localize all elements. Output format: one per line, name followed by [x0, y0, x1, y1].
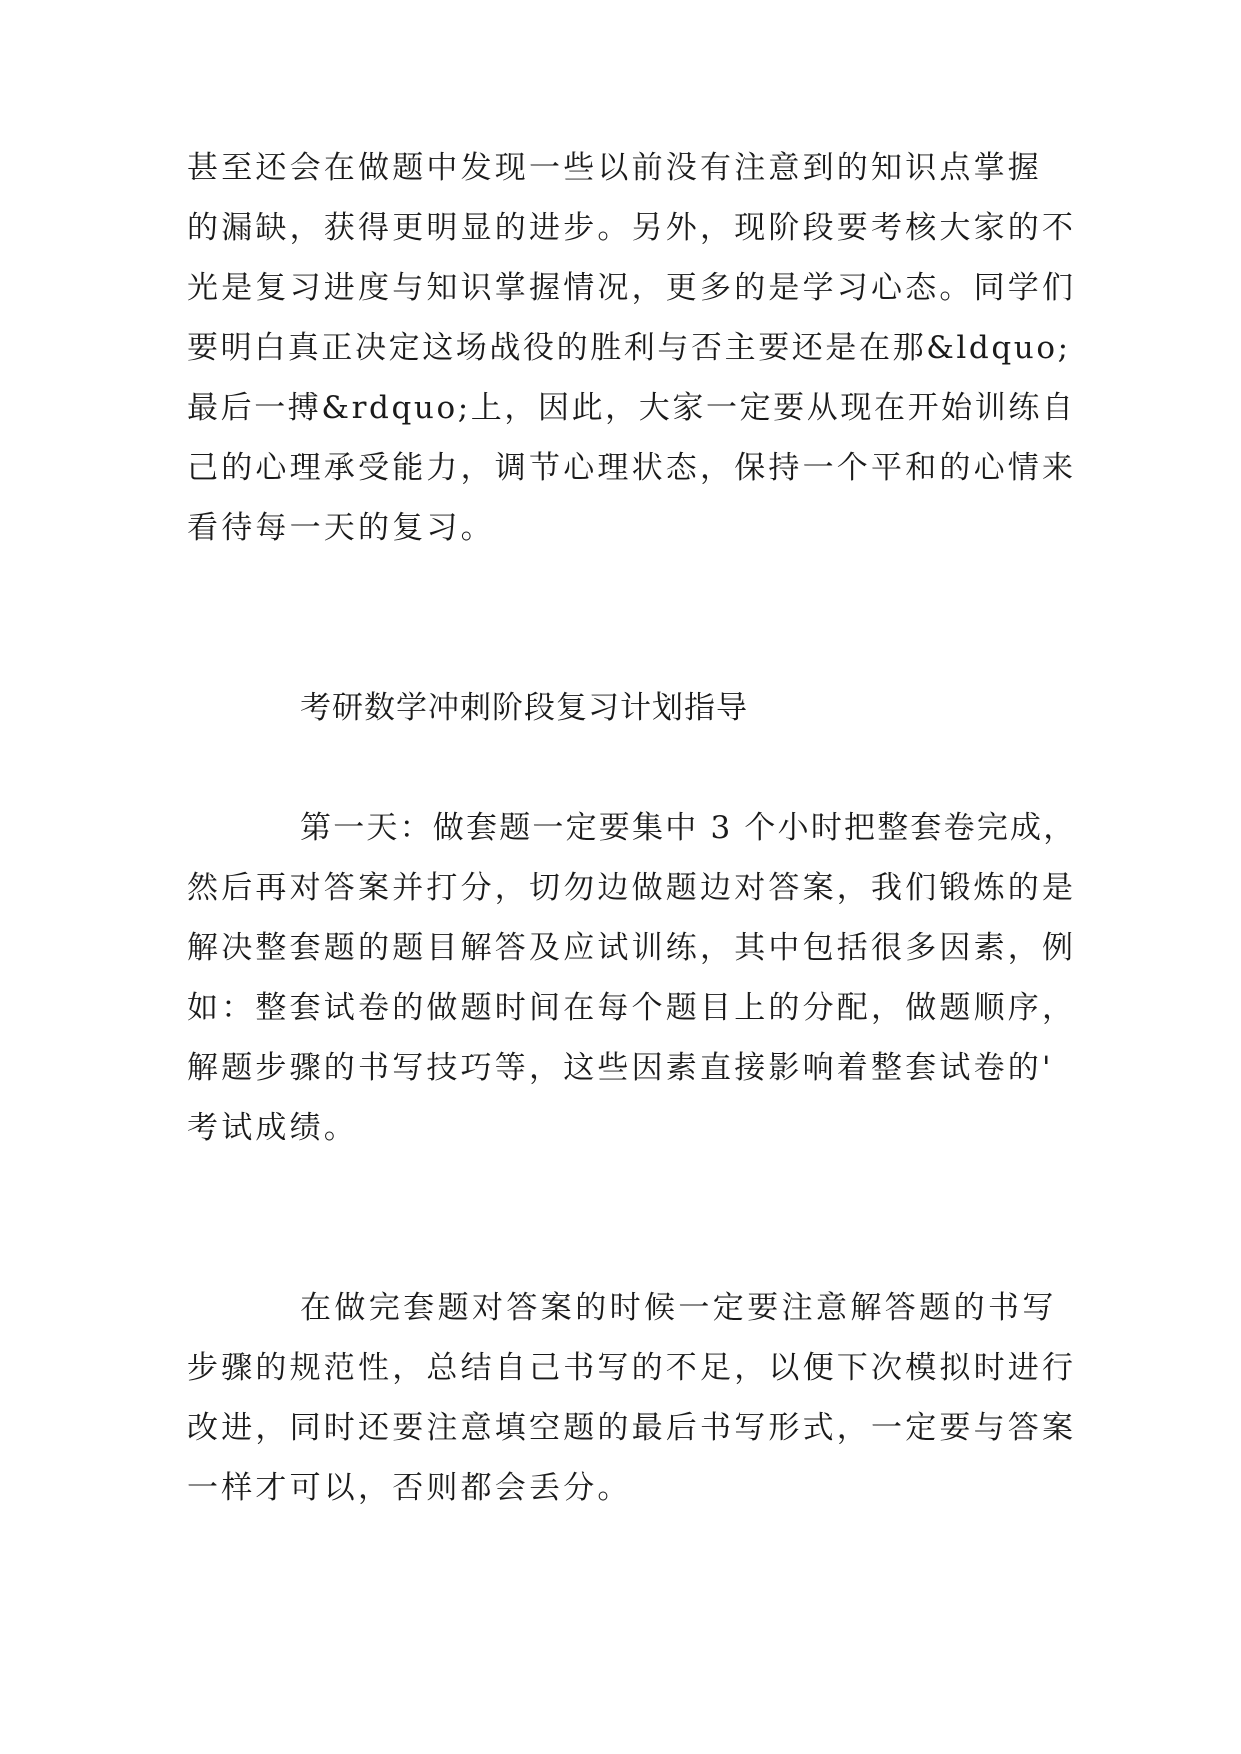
paragraph-line: 改进，同时还要注意填空题的最后书写形式，一定要与答案	[187, 1410, 1077, 1446]
paragraph-line: 第一天：做套题一定要集中 3 个小时把整套卷完成，	[300, 810, 1077, 846]
paragraph-line: 然后再对答案并打分，切勿边做题边对答案，我们锻炼的是	[187, 870, 1077, 906]
paragraph-line: 解决整套题的题目解答及应试训练，其中包括很多因素，例	[187, 930, 1077, 966]
paragraph-line: 步骤的规范性，总结自己书写的不足，以便下次模拟时进行	[187, 1350, 1077, 1386]
paragraph-line: 解题步骤的书写技巧等，这些因素直接影响着整套试卷的'	[187, 1050, 1054, 1086]
paragraph-line: 光是复习进度与知识掌握情况，更多的是学习心态。同学们	[187, 270, 1077, 306]
paragraph-line: 考试成绩。	[187, 1110, 358, 1146]
section-heading: 考研数学冲刺阶段复习计划指导	[300, 690, 748, 726]
paragraph-line: 最后一搏&rdquo;上，因此，大家一定要从现在开始训练自	[187, 390, 1076, 426]
paragraph-line: 甚至还会在做题中发现一些以前没有注意到的知识点掌握	[187, 150, 1042, 186]
paragraph-line: 的漏缺，获得更明显的进步。另外，现阶段要考核大家的不	[187, 210, 1077, 246]
paragraph-line: 如：整套试卷的做题时间在每个题目上的分配，做题顺序，	[187, 990, 1077, 1026]
paragraph-line: 在做完套题对答案的时候一定要注意解答题的书写	[300, 1290, 1057, 1326]
paragraph-line: 看待每一天的复习。	[187, 510, 495, 546]
paragraph-line: 要明白真正决定这场战役的胜利与否主要还是在那&ldquo;	[187, 330, 1071, 366]
paragraph-line: 一样才可以，否则都会丢分。	[187, 1470, 632, 1506]
paragraph-line: 己的心理承受能力，调节心理状态，保持一个平和的心情来	[187, 450, 1077, 486]
